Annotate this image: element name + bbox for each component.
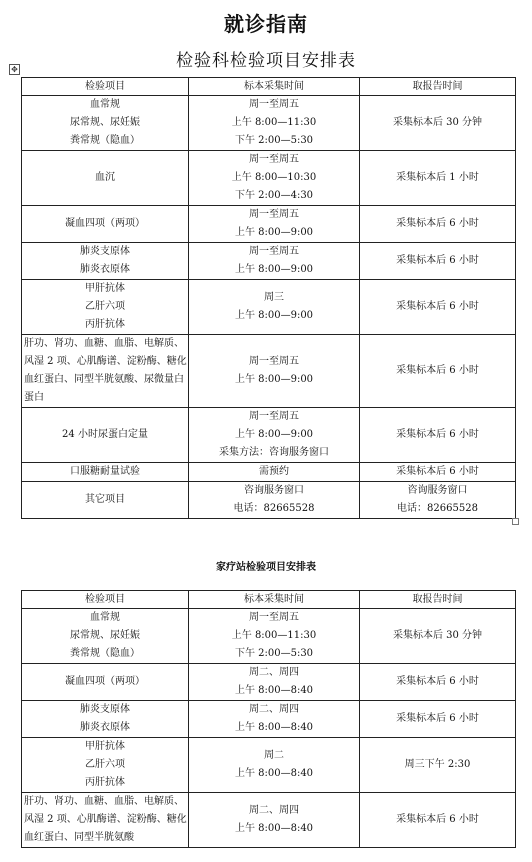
item-line: 尿常规、尿妊娠 (70, 117, 140, 128)
time-line: 周二、周四 (249, 805, 299, 816)
time-line: 周一至周五 (249, 356, 299, 367)
collection-time-cell (189, 408, 360, 463)
report-time-cell (360, 609, 516, 664)
time-line: 咨询服务窗口 (244, 485, 304, 496)
time-line: 周一至周五 (249, 99, 299, 110)
time-line: 上午 8:00—11:30 (231, 630, 317, 641)
report-time-cell (360, 206, 516, 243)
collection-time-cell (189, 243, 360, 280)
time-line: 周二 (264, 750, 284, 761)
report-time-cell (360, 151, 516, 206)
table-row (22, 96, 516, 151)
column-header-collection-time: 标本采集时间 (189, 78, 360, 96)
column-header-item: 检验项目 (22, 78, 189, 96)
time-line: 上午 8:00—9:00 (234, 227, 314, 238)
collection-time-cell (189, 701, 360, 738)
table-header-row (22, 591, 516, 609)
item-line: 丙肝抗体 (85, 319, 125, 330)
table-row (22, 738, 516, 793)
report-time-cell (360, 793, 516, 848)
item-line: 口服糖耐量试验 (70, 466, 140, 477)
item-text: 肝功、肾功、血糖、血脂、电解质、风湿 2 项、心肌酶谱、淀粉酶、糖化血红蛋白、同型半胱氨酸 (24, 796, 187, 843)
item-cell (22, 738, 189, 793)
item-cell (22, 463, 189, 482)
time-line: 上午 8:00—9:00 (234, 429, 314, 440)
report-line: 采集标本后 6 小时 (396, 365, 479, 376)
table-row (22, 482, 516, 519)
item-line: 尿常规、尿妊娠 (70, 630, 140, 641)
report-line: 采集标本后 30 分钟 (392, 630, 483, 641)
report-time-cell (360, 335, 516, 408)
collection-time-cell (189, 96, 360, 151)
item-line: 肺炎衣原体 (80, 264, 130, 275)
item-line: 粪常规（隐血） (70, 648, 140, 659)
report-line: 采集标本后 30 分钟 (392, 117, 483, 128)
table-row (22, 280, 516, 335)
table-row (22, 243, 516, 280)
page-subtitle: 检验科检验项目安排表 (176, 51, 356, 71)
time-line: 需预约 (259, 466, 289, 477)
item-cell (22, 280, 189, 335)
report-time-cell (360, 701, 516, 738)
report-line: 采集标本后 6 小时 (396, 466, 479, 477)
time-line: 电话：82665528 (233, 503, 315, 514)
item-cell (22, 243, 189, 280)
collection-time-cell (189, 664, 360, 701)
report-line: 采集标本后 6 小时 (396, 713, 479, 724)
collection-time-cell (189, 609, 360, 664)
time-line: 周一至周五 (249, 612, 299, 623)
report-line: 采集标本后 6 小时 (396, 255, 479, 266)
table-row (22, 408, 516, 463)
item-line: 甲肝抗体 (85, 283, 125, 294)
column-header-item: 检验项目 (22, 591, 189, 609)
time-line: 采集方法：咨询服务窗口 (219, 447, 329, 458)
item-line: 乙肝六项 (85, 759, 125, 770)
report-line: 采集标本后 6 小时 (396, 676, 479, 687)
clinic-station-schedule-table (21, 590, 516, 848)
time-line: 下午 2:00—5:30 (234, 648, 314, 659)
time-line: 周一至周五 (249, 209, 299, 220)
time-line: 周一至周五 (249, 154, 299, 165)
collection-time-cell (189, 738, 360, 793)
collection-time-cell (189, 793, 360, 848)
table-row (22, 335, 516, 408)
time-line: 上午 8:00—10:30 (231, 172, 317, 183)
item-cell (22, 408, 189, 463)
item-line: 肺炎支原体 (80, 246, 130, 257)
item-cell (22, 482, 189, 519)
report-time-cell (360, 664, 516, 701)
column-header-collection-time: 标本采集时间 (189, 591, 360, 609)
item-line: 乙肝六项 (85, 301, 125, 312)
report-line: 采集标本后 1 小时 (396, 172, 479, 183)
time-line: 上午 8:00—9:00 (234, 374, 314, 385)
collection-time-cell (189, 463, 360, 482)
item-cell (22, 96, 189, 151)
table-resize-handle[interactable] (512, 518, 519, 525)
table-row (22, 206, 516, 243)
time-line: 周三 (264, 292, 284, 303)
collection-time-cell (189, 482, 360, 519)
report-time-cell (360, 482, 516, 519)
item-line: 凝血四项（两项） (65, 676, 145, 687)
table-row (22, 463, 516, 482)
item-cell (22, 609, 189, 664)
column-header-report-time: 取报告时间 (360, 591, 516, 609)
report-time-cell (360, 280, 516, 335)
report-time-cell (360, 96, 516, 151)
table-row (22, 701, 516, 738)
report-line: 采集标本后 6 小时 (396, 301, 479, 312)
report-time-cell (360, 408, 516, 463)
table-row (22, 609, 516, 664)
item-line: 凝血四项（两项） (65, 218, 145, 229)
report-line: 采集标本后 6 小时 (396, 814, 479, 825)
collection-time-cell (189, 206, 360, 243)
item-cell (22, 335, 189, 408)
item-text: 肝功、肾功、血糖、血脂、电解质、风湿 2 项、心肌酶谱、淀粉酶、糖化血红蛋白、同型半胱氨酸、尿微量白蛋白 (24, 338, 187, 403)
report-line: 咨询服务窗口 (407, 485, 468, 496)
item-line: 血常规 (90, 612, 120, 623)
report-line: 周三下午 2:30 (404, 759, 471, 770)
time-line: 周二、周四 (249, 667, 299, 678)
table-row (22, 151, 516, 206)
item-line: 肺炎衣原体 (80, 722, 130, 733)
report-time-cell (360, 243, 516, 280)
report-line: 电话：82665528 (397, 503, 478, 514)
item-cell (22, 701, 189, 738)
time-line: 上午 8:00—9:00 (234, 310, 314, 321)
item-cell (22, 664, 189, 701)
time-line: 上午 8:00—8:40 (234, 722, 314, 733)
report-line: 采集标本后 6 小时 (396, 429, 479, 440)
item-line: 肺炎支原体 (80, 704, 130, 715)
collection-time-cell (189, 335, 360, 408)
time-line: 周一至周五 (249, 246, 299, 257)
time-line: 上午 8:00—9:00 (234, 264, 314, 275)
item-cell (22, 151, 189, 206)
lab-schedule-table (21, 77, 516, 519)
table-row (22, 664, 516, 701)
time-line: 上午 8:00—8:40 (234, 685, 314, 696)
time-line: 上午 8:00—8:40 (234, 823, 314, 834)
table-row (22, 793, 516, 848)
time-line: 下午 2:00—5:30 (234, 135, 314, 146)
time-line: 下午 2:00—4:30 (234, 190, 314, 201)
item-cell (22, 206, 189, 243)
item-line: 血沉 (95, 172, 115, 183)
report-time-cell (360, 738, 516, 793)
table-move-handle-icon[interactable]: ✥ (9, 64, 20, 75)
collection-time-cell (189, 280, 360, 335)
time-line: 上午 8:00—8:40 (234, 768, 314, 779)
report-line: 采集标本后 6 小时 (396, 218, 479, 229)
time-line: 周二、周四 (249, 704, 299, 715)
table-header-row (22, 78, 516, 96)
item-line: 粪常规（隐血） (70, 135, 140, 146)
item-cell (22, 793, 189, 848)
item-line: 24 小时尿蛋白定量 (62, 429, 148, 440)
page-title: 就诊指南 (224, 12, 308, 36)
time-line: 上午 8:00—11:30 (231, 117, 317, 128)
item-line: 甲肝抗体 (85, 741, 125, 752)
item-line: 丙肝抗体 (85, 777, 125, 788)
item-line: 血常规 (90, 99, 120, 110)
collection-time-cell (189, 151, 360, 206)
item-line: 其它项目 (85, 494, 125, 505)
column-header-report-time: 取报告时间 (360, 78, 516, 96)
time-line: 周一至周五 (249, 411, 299, 422)
section-title: 家疗站检验项目安排表 (216, 562, 316, 573)
report-time-cell (360, 463, 516, 482)
